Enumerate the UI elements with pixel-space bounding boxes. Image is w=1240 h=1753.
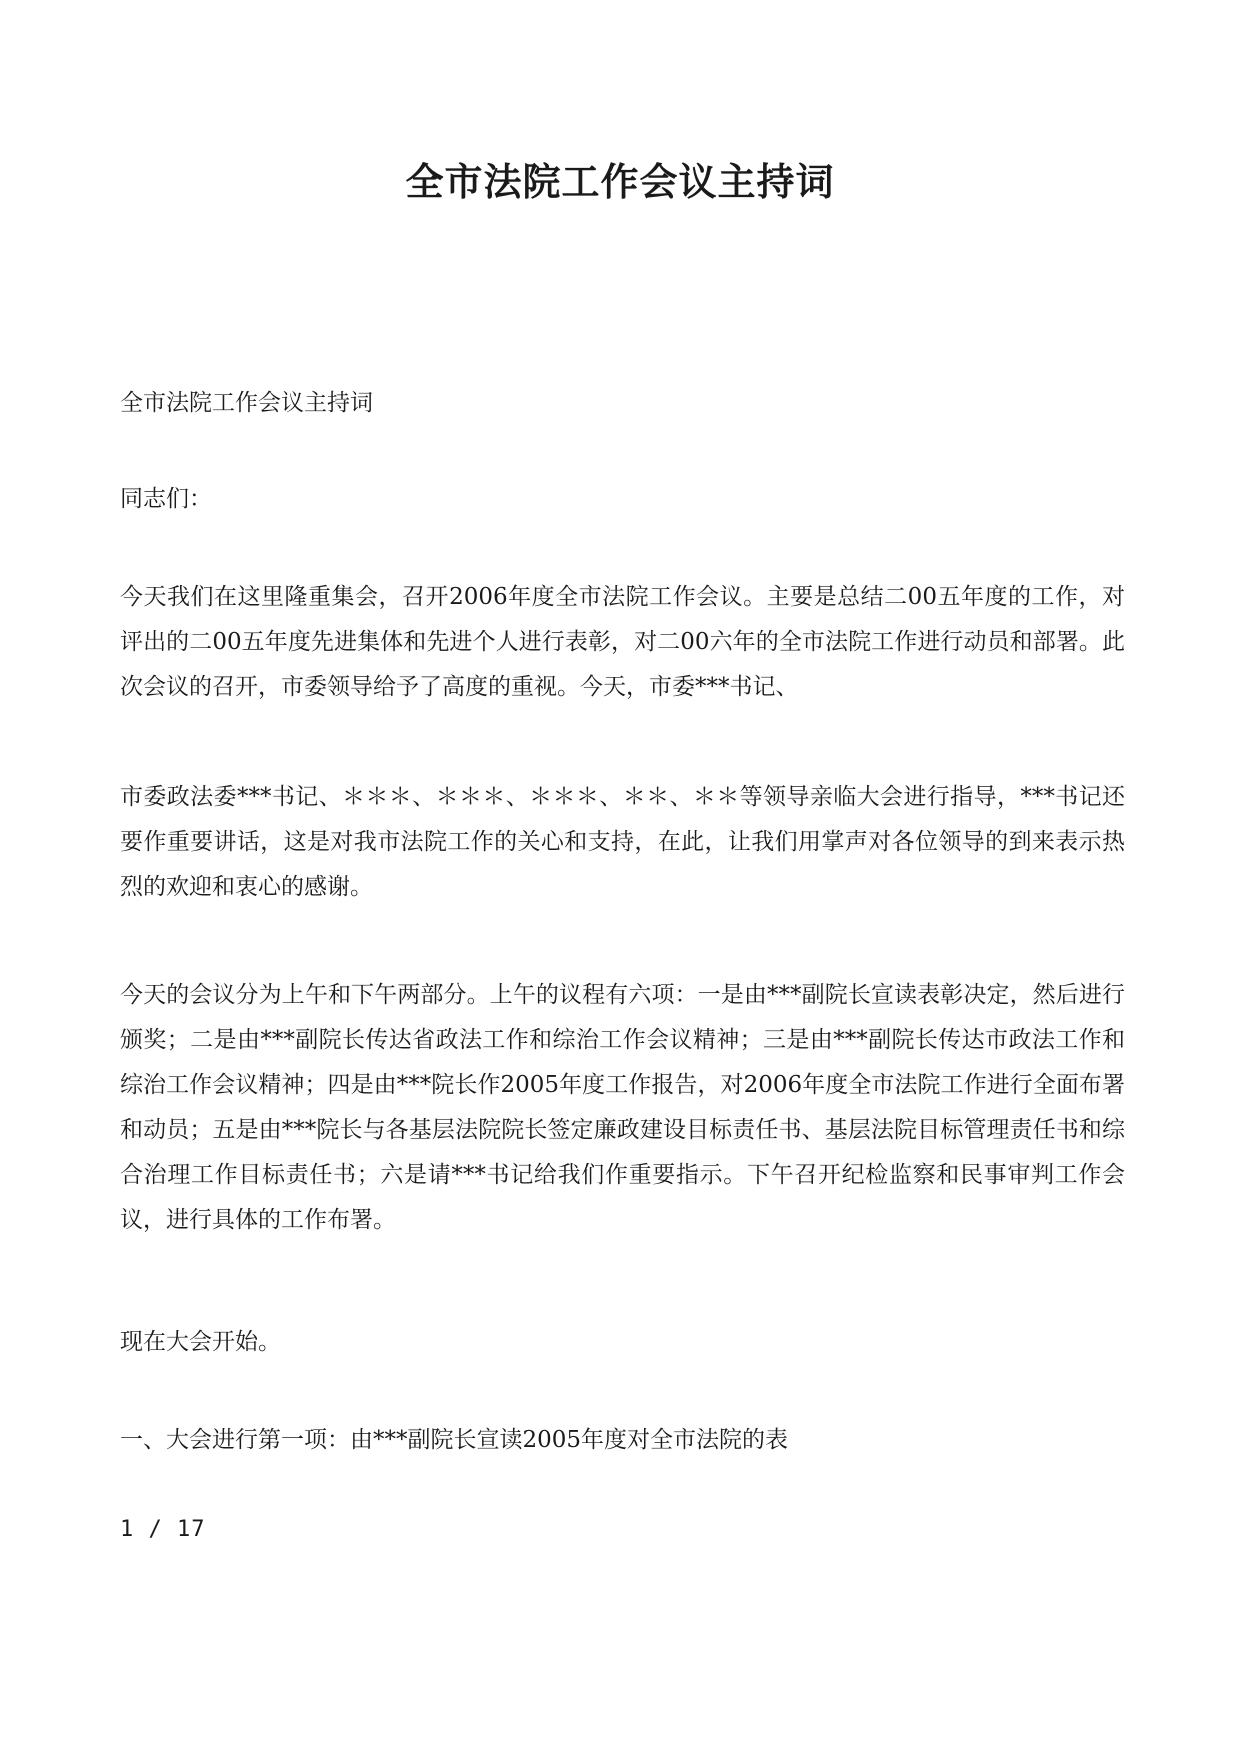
meeting-start-paragraph: 现在大会开始。 xyxy=(120,1329,281,1355)
greeting-paragraph: 同志们： xyxy=(120,486,212,512)
subtitle-paragraph: 全市法院工作会议主持词 xyxy=(120,390,373,416)
leaders-paragraph: 市委政法委***书记、＊＊＊、＊＊＊、＊＊＊、＊＊、＊＊等领导亲临大会进行指导，***书记还要作重要讲话，这是对我市法院工作的关心和支持，在此，让我们用掌声对各位领导的到来表示热烈的欢迎和衷心的感谢。 xyxy=(120,784,1125,900)
agenda-item-1-paragraph: 一、大会进行第一项：由***副院长宣读2005年度对全市法院的表 xyxy=(120,1427,789,1453)
document-title: 全市法院工作会议主持词 xyxy=(405,159,835,204)
page-number: 1 / 17 xyxy=(120,1517,206,1542)
agenda-paragraph: 今天的会议分为上午和下午两部分。上午的议程有六项：一是由***副院长宣读表彰决定，然后进行颁奖；二是由***副院长传达省政法工作和综治工作会议精神；三是由***副院长传达市政法工作和综治工作会议精神；四是由***院长作2005年度工作报告，对2006年度全市法院工作进行全面布署和动员；五是由***院长与各基层法院院长签定廉政建设目标责任书、基层法院目标管理责任书和综合治理工作目标责任书；六是请***书记给我们作重要指示。下午召开纪检监察和民事审判工作会议，进行具体的工作布署。 xyxy=(120,982,1125,1233)
intro-paragraph: 今天我们在这里隆重集会，召开2006年度全市法院工作会议。主要是总结二00五年度的工作，对评出的二00五年度先进集体和先进个人进行表彰，对二00六年的全市法院工作进行动员和部署。此次会议的召开，市委领导给予了高度的重视。今天，市委***书记、 xyxy=(120,584,1125,700)
